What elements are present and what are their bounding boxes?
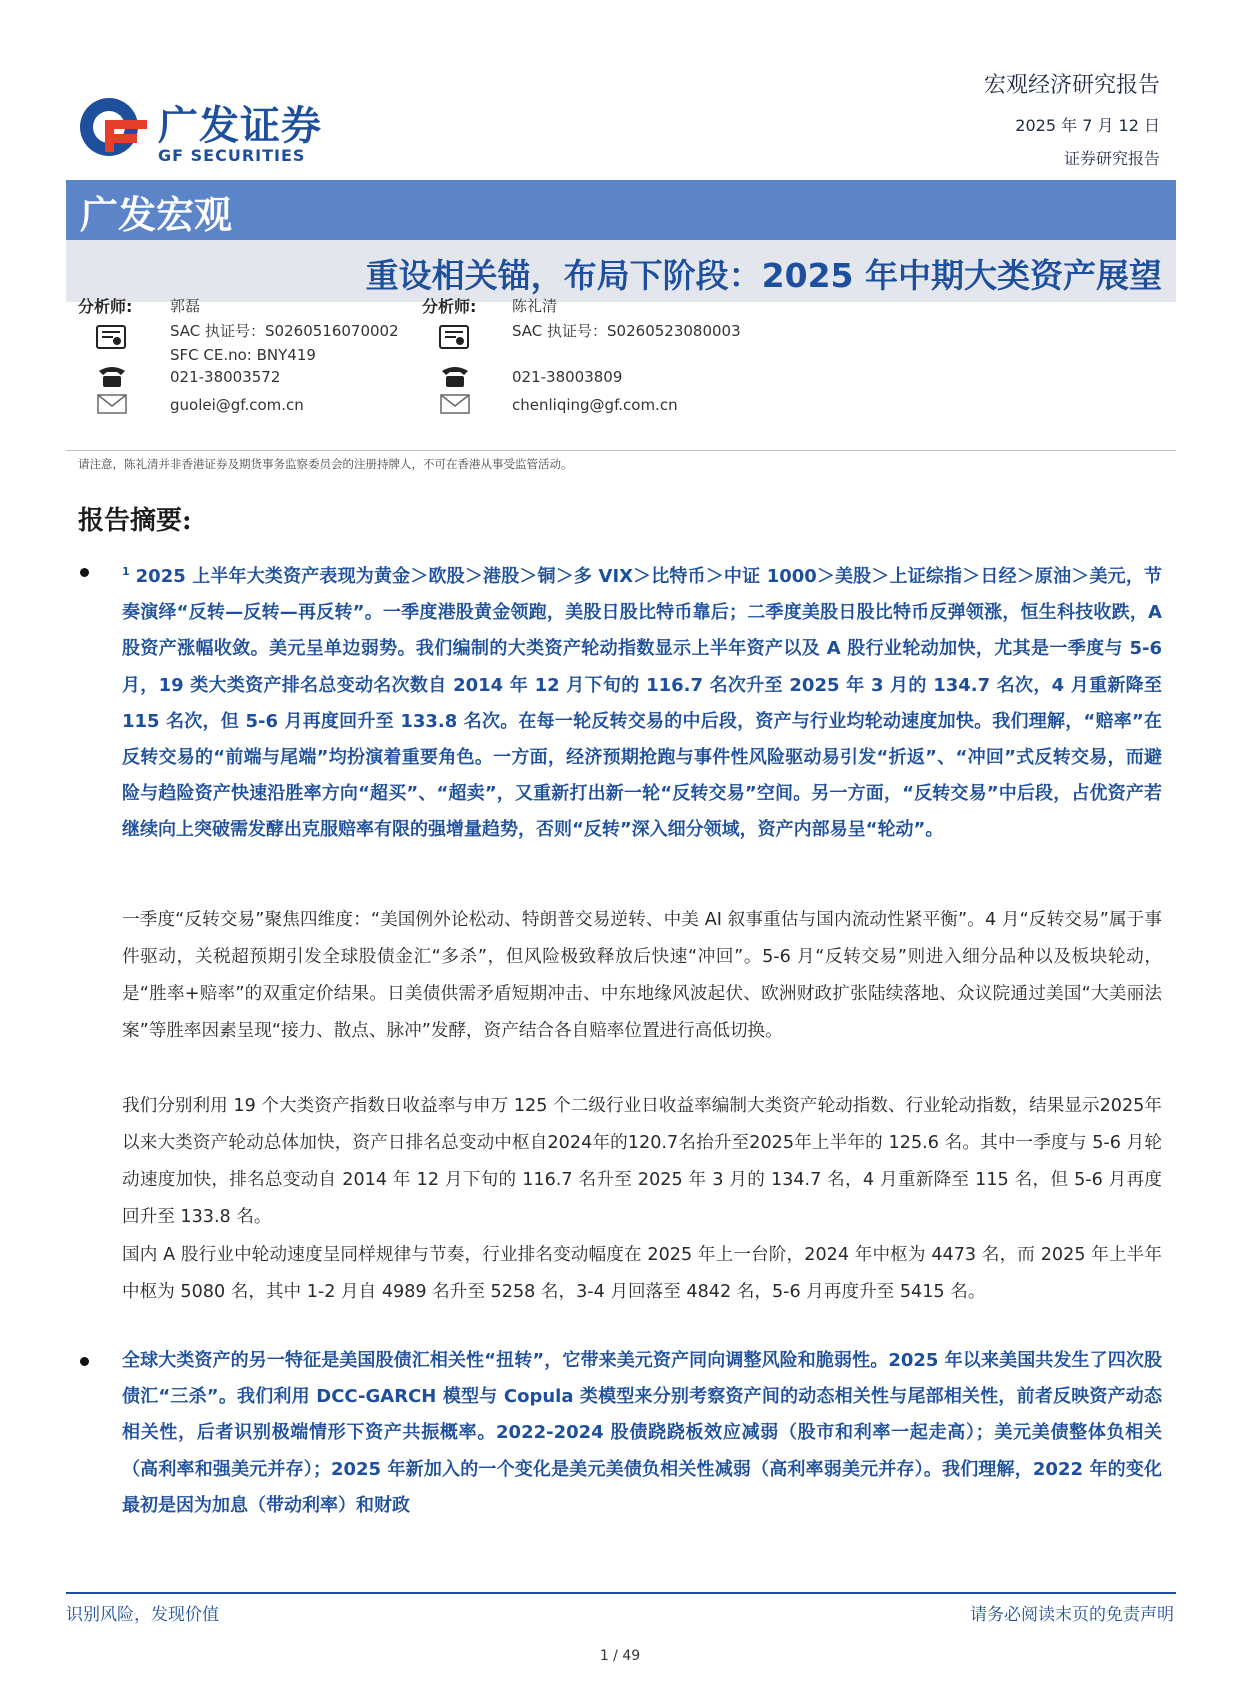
summary-bullet-1 xyxy=(122,554,1162,849)
summary-bullet-2: 全球大类资产的另一特征是美国股债汇相关性“扭转”，它带来美元资产同向调整风险和脆弱性。2025 年以来美国共发生了四次股债汇“三杀”。我们利用 DCC-GARCH 模型与 Copula 类模型来分别考察资产间的动态相关性与尾部相关性，前者反映资产动态相关性，后者识别极端情形下资产共振概率。2022-2024 股债跷跷板效应减弱（股市和利率一起走高）；美元美债整体负相关（高利率和强美元并存）；2025 年新加入的一个变化是美元美债负相关性减弱（高利率弱美元并存）。我们理解，2022 年的变化最初是因为加息（带动利率）和财政 xyxy=(122,1350,1162,1516)
analyst-1-label: 分析师: xyxy=(78,297,133,316)
gf-logo xyxy=(78,88,338,168)
phone-icon xyxy=(95,363,129,391)
analyst-1-phone: 021-38003572 xyxy=(170,368,281,386)
analyst-1-sac: SAC 执证号：S0260516070002 xyxy=(170,322,399,340)
report-category: 证券研究报告 xyxy=(1063,149,1160,168)
certificate-icon xyxy=(95,324,129,352)
email-icon xyxy=(95,390,129,418)
analyst-2-email[interactable]: chenliqing@gf.com.cn xyxy=(512,396,678,414)
analyst-2-label: 分析师: xyxy=(422,297,477,316)
column-name: 广发宏观 xyxy=(80,192,233,237)
footer-divider xyxy=(66,1592,1176,1594)
summary-paragraph-1: 一季度“反转交易”聚焦四维度：“美国例外论松动、特朗普交易逆转、中美 AI 叙事重估与国内流动性紧平衡”。4 月“反转交易”属于事件驱动，关税超预期引发全球股债金汇“多杀”，但风险极致释放后快速“冲回”。5-6 月“反转交易”则进入细分品种以及板块轮动，是“胜率+赔率”的双重定价结果。日美债供需矛盾短期冲击、中东地缘风波起伏、欧洲财政扩张陆续落地、众议院通过美国“大美丽法案”等胜率因素呈现“接力、散点、脉冲”发酵，资产结合各自赔率位置进行高低切换。 xyxy=(122,910,1162,1041)
footnote-marker: 1 xyxy=(122,565,130,578)
bullet-icon xyxy=(80,568,89,577)
logo-cn-text: 广发证券 xyxy=(158,103,322,149)
analyst-2-name: 陈礼清 xyxy=(512,297,558,315)
footer-slogan: 识别风险，发现价值 xyxy=(66,1605,219,1625)
certificate-icon xyxy=(438,324,472,352)
summary-heading: 报告摘要: xyxy=(78,506,192,536)
title-bar xyxy=(66,240,1176,302)
divider xyxy=(66,450,1176,451)
page-number: 1 / 49 xyxy=(599,1648,641,1664)
footer-disclaimer: 请务必阅读末页的免责声明 xyxy=(970,1605,1174,1625)
bullet-icon xyxy=(80,1357,89,1366)
summary-paragraph-2: 我们分别利用 19 个大类资产指数日收益率与申万 125 个二级行业日收益率编制大类资产轮动指数、行业轮动指数，结果显示2025年以来大类资产轮动总体加快，资产日排名总变动中枢自2024年的120.7名抬升至2025年上半年的 125.6 名。其中一季度与 5-6 月轮动速度加快，排名总变动自 2014 年 12 月下旬的 116.7 名升至 2025 年 3 月的 134.7 名，4 月重新降至 115 名，但 5-6 月再度回升至 133.8 名。 xyxy=(122,1096,1162,1227)
email-icon xyxy=(438,390,472,418)
analyst-2-phone: 021-38003809 xyxy=(512,368,623,386)
gf-logo-icon xyxy=(78,96,150,158)
summary-paragraph-3: 国内 A 股行业中轮动速度呈同样规律与节奏，行业排名变动幅度在 2025 年上一台阶，2024 年中枢为 4473 名，而 2025 年上半年中枢为 5080 名，其中 1-2 月自 4989 名升至 5258 名，3-4 月回落至 4842 名，5-6 月再度升至 5415 名。 xyxy=(122,1245,1162,1302)
compliance-notice: 请注意，陈礼清并非香港证券及期货事务监察委员会的注册持牌人，不可在香港从事受监管活动。 xyxy=(78,457,573,471)
logo-en-text: GF SECURITIES xyxy=(158,146,306,165)
report-meta xyxy=(984,68,1160,169)
report-date: 2025 年 7 月 12 日 xyxy=(1015,116,1160,135)
report-title: 重设相关锚，布局下阶段：2025 年中期大类资产展望 xyxy=(365,256,1162,295)
analyst-2-sac: SAC 执证号：S0260523080003 xyxy=(512,322,741,340)
analyst-1-email[interactable]: guolei@gf.com.cn xyxy=(170,396,304,414)
analyst-1-name: 郭磊 xyxy=(170,297,201,315)
report-type: 宏观经济研究报告 xyxy=(983,73,1160,98)
summary-bullet-1-text: 2025 上半年大类资产表现为黄金＞欧股＞港股＞铜＞多 VIX＞比特币＞中证 1000＞美股＞上证综指＞日经＞原油＞美元，节奏演绎“反转—反转—再反转”。一季度港股黄金领跑，美股日股比特币靠后；二季度美股日股比特币反弹领涨，恒生科技收跌，A 股资产涨幅收敛。美元呈单边弱势。我们编制的大类资产轮动指数显示上半年资产以及 A 股行业轮动加快，尤其是一季度与 5-6 月，19 类大类资产排名总变动名次数自 2014 年 12 月下旬的 116.7 名次升至 2025 年 3 月的 134.7 名次，4 月重新降至 115 名次，但 5-6 月再度回升至 133.8 名次。在每一轮反转交易的中后段，资产与行业均轮动速度加快。我们理解，“赔率”在反转交易的“前端与尾端”均扮演着重要角色。一方面，经济预期抢跑与事件性风险驱动易引发“折返”、“冲回”式反转交易，而避险与趋险资产快速沿胜率方向“超买”、“超卖”，又重新打出新一轮“反转交易”空间。另一方面，“反转交易”中后段，占优资产若继续向上突破需发酵出克服赔率有限的强增量趋势，否则“反转”深入细分领域，资产内部易呈“轮动”。 xyxy=(122,566,1162,841)
phone-icon xyxy=(438,363,472,391)
analyst-1-sfc: SFC CE.no: BNY419 xyxy=(170,346,316,364)
column-banner xyxy=(66,180,1176,240)
